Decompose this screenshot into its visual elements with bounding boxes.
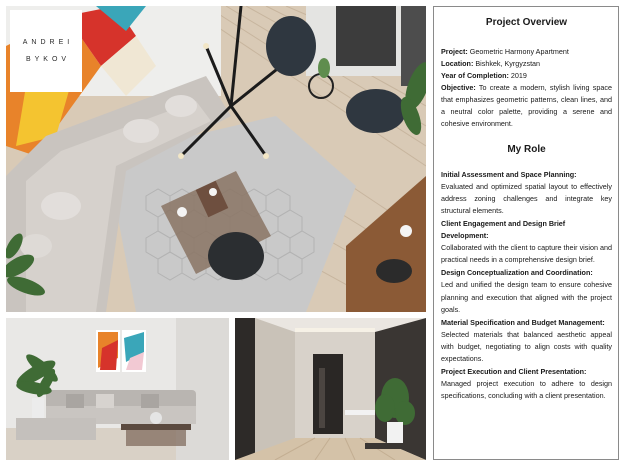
role-item-text: Selected materials that balanced aesthetic appeal with budget, negotiating to align costs with quality expectations.	[441, 329, 612, 363]
role-item-title: Initial Assessment and Space Planning:	[441, 170, 577, 179]
overview-location	[441, 58, 612, 70]
logo-first-name: ANDREI	[22, 39, 74, 46]
role-heading: My Role	[507, 144, 546, 155]
field-label: Location:	[441, 59, 474, 68]
role-item	[441, 169, 612, 217]
living-room-front-view-photo	[6, 318, 229, 460]
role-item	[441, 317, 612, 365]
field-value: 2019	[510, 71, 527, 80]
role-item-title: Client Engagement and Design Brief Development:	[441, 219, 566, 241]
role-item	[441, 218, 612, 266]
project-description-panel	[433, 6, 619, 460]
field-label: Project:	[441, 47, 468, 56]
overview-year	[441, 70, 612, 82]
role-item-text: Collaborated with the client to capture their vision and practical needs in a comprehensive design brief.	[441, 243, 612, 265]
overview-heading: Project Overview	[485, 17, 568, 28]
overview-project	[441, 46, 612, 58]
overview-objective	[441, 82, 612, 130]
role-item-text: Evaluated and optimized spatial layout to effectively address zoning challenges and integrate key structural elements.	[441, 182, 612, 216]
role-item-text: Managed project execution to adhere to design specifications, concluding with a client presentation.	[441, 379, 612, 401]
hallway-photo	[235, 318, 426, 460]
designer-logo	[10, 10, 82, 92]
field-value: Bishkek, Kyrgyzstan	[475, 59, 541, 68]
field-value: Geometric Harmony Apartment	[469, 47, 569, 56]
role-item-title: Material Specification and Budget Management:	[441, 317, 605, 327]
field-value: To create a modern, stylish living space that emphasizes geometric patterns, clean lines, and a neutral color palette, providing a serene and cohesive environment.	[441, 83, 612, 128]
role-item-text: Led and unified the design team to ensure cohesive planning and execution that aligned with the project goals.	[441, 280, 612, 314]
role-item	[441, 366, 612, 402]
field-label: Objective:	[441, 83, 476, 92]
role-item-title: Project Execution and Client Presentation:	[441, 367, 587, 377]
field-label: Year of Completion:	[441, 71, 509, 80]
logo-last-name: BYKOV	[25, 56, 71, 63]
role-item-title: Design Conceptualization and Coordination:	[441, 268, 593, 278]
role-item	[441, 267, 612, 315]
